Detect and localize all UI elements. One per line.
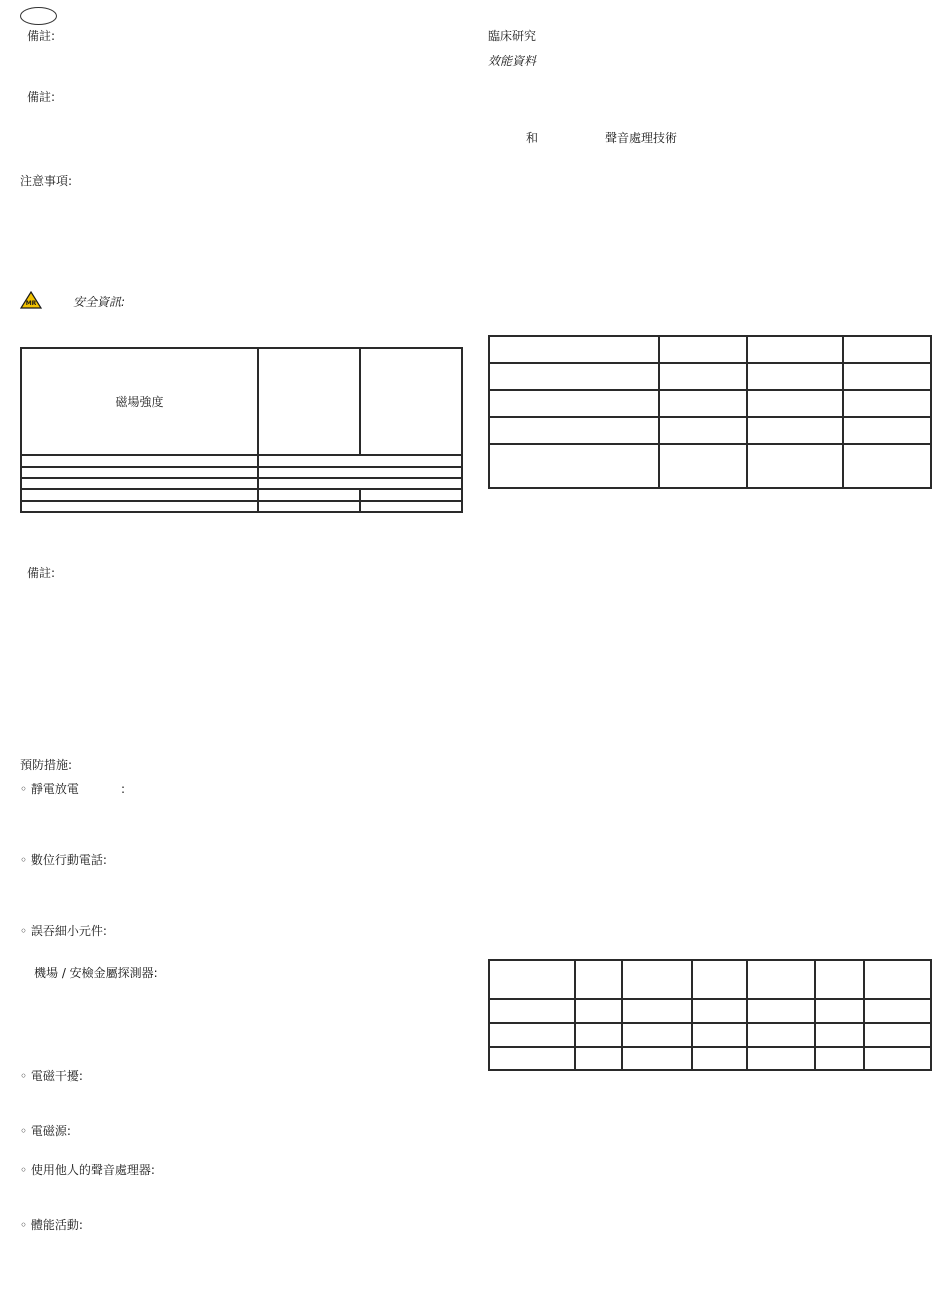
table-cell — [489, 390, 659, 417]
airport-detector-item: 機場 / 安檢金屬探測器: — [34, 966, 158, 980]
table-cell — [489, 444, 659, 488]
clinical-studies-heading: 臨床研究 — [488, 29, 537, 43]
table-cell — [575, 960, 622, 999]
mr-field-strength-table — [20, 347, 463, 513]
table-cell — [622, 1047, 692, 1070]
table-cell — [360, 348, 462, 455]
sound-processing-technology: 聲音處理技術 — [605, 131, 678, 145]
table-cell — [747, 336, 843, 363]
table-cell — [258, 348, 360, 455]
table-row — [21, 455, 462, 466]
table-cell — [815, 999, 864, 1023]
table-cell — [747, 960, 815, 999]
table-cell — [659, 390, 747, 417]
table-cell — [21, 501, 258, 512]
table-cell — [489, 999, 575, 1023]
note-label-1: 備註: — [27, 29, 56, 43]
table-cell — [747, 417, 843, 444]
and-word: 和 — [526, 131, 539, 145]
table-cell — [258, 455, 462, 466]
table-cell — [692, 1047, 747, 1070]
table-row — [489, 999, 931, 1023]
other-processor-item: ◦ 使用他人的聲音處理器: — [20, 1163, 155, 1177]
esd-item: ◦ 靜電放電 — [20, 782, 79, 796]
table-cell — [360, 501, 462, 512]
table-cell — [258, 489, 360, 500]
swallow-small-parts-item: ◦ 誤吞細小元件: — [20, 924, 107, 938]
table-cell — [21, 455, 258, 466]
results-table — [488, 959, 932, 1071]
physical-activity-item: ◦ 體能活動: — [20, 1218, 83, 1232]
table-cell — [489, 417, 659, 444]
svg-text:MR: MR — [25, 300, 37, 307]
table-cell — [575, 999, 622, 1023]
em-source-item: ◦ 電磁源: — [20, 1124, 71, 1138]
precautions-heading: 預防措施: — [20, 758, 73, 772]
table-cell — [21, 478, 258, 489]
esd-colon: : — [121, 782, 126, 796]
table-cell — [815, 960, 864, 999]
table-row — [21, 478, 462, 489]
table-cell — [864, 999, 931, 1023]
table-cell — [659, 336, 747, 363]
table-cell — [659, 417, 747, 444]
table-cell — [258, 467, 462, 478]
table-cell — [489, 336, 659, 363]
mobile-phone-item: ◦ 數位行動電話: — [20, 853, 107, 867]
table-cell — [747, 1047, 815, 1070]
table-row — [21, 467, 462, 478]
table-row — [489, 444, 931, 488]
table-row — [21, 501, 462, 512]
table-row — [489, 390, 931, 417]
caution-heading: 注意事項: — [20, 174, 73, 188]
table-cell — [843, 363, 931, 390]
table-cell — [843, 390, 931, 417]
table-cell — [692, 960, 747, 999]
table-cell — [843, 444, 931, 488]
table-row — [21, 348, 462, 455]
table-cell — [21, 489, 258, 500]
table-cell — [692, 999, 747, 1023]
table-cell — [747, 1023, 815, 1047]
table-cell — [575, 1047, 622, 1070]
table-cell — [258, 501, 360, 512]
table-cell — [21, 467, 258, 478]
emi-item: ◦ 電磁干擾: — [20, 1069, 83, 1083]
note-label-2: 備註: — [27, 90, 56, 104]
table-cell — [864, 1023, 931, 1047]
table-row — [489, 363, 931, 390]
efficacy-data-heading: 效能資料 — [488, 54, 537, 68]
table-cell — [747, 444, 843, 488]
table-cell — [864, 960, 931, 999]
table-cell — [747, 363, 843, 390]
table-row — [489, 336, 931, 363]
table-cell — [258, 478, 462, 489]
table-row — [489, 1047, 931, 1070]
table-cell — [843, 417, 931, 444]
table-cell — [864, 1047, 931, 1070]
table-cell — [815, 1047, 864, 1070]
table-row — [489, 960, 931, 999]
table-cell — [692, 1023, 747, 1047]
safety-info-heading: 安全資訊: — [73, 295, 126, 309]
table-cell — [659, 363, 747, 390]
table-cell — [843, 336, 931, 363]
table-cell — [622, 1023, 692, 1047]
table-cell — [360, 489, 462, 500]
note-label-3: 備註: — [27, 566, 56, 580]
table-cell — [622, 999, 692, 1023]
table-cell — [747, 999, 815, 1023]
table-cell — [489, 363, 659, 390]
table-row — [489, 1023, 931, 1047]
table-cell — [489, 960, 575, 999]
table-cell — [659, 444, 747, 488]
table-row — [21, 489, 462, 500]
table-cell — [815, 1023, 864, 1047]
table-cell — [622, 960, 692, 999]
table-cell — [489, 1047, 575, 1070]
efficacy-table — [488, 335, 932, 489]
table-cell — [575, 1023, 622, 1047]
table-cell — [489, 1023, 575, 1047]
field-strength-header: 磁場強度 — [21, 348, 258, 455]
blank-oval-label — [20, 7, 57, 25]
table-cell — [747, 390, 843, 417]
table-row — [489, 417, 931, 444]
mr-conditional-warning-icon — [20, 291, 42, 309]
